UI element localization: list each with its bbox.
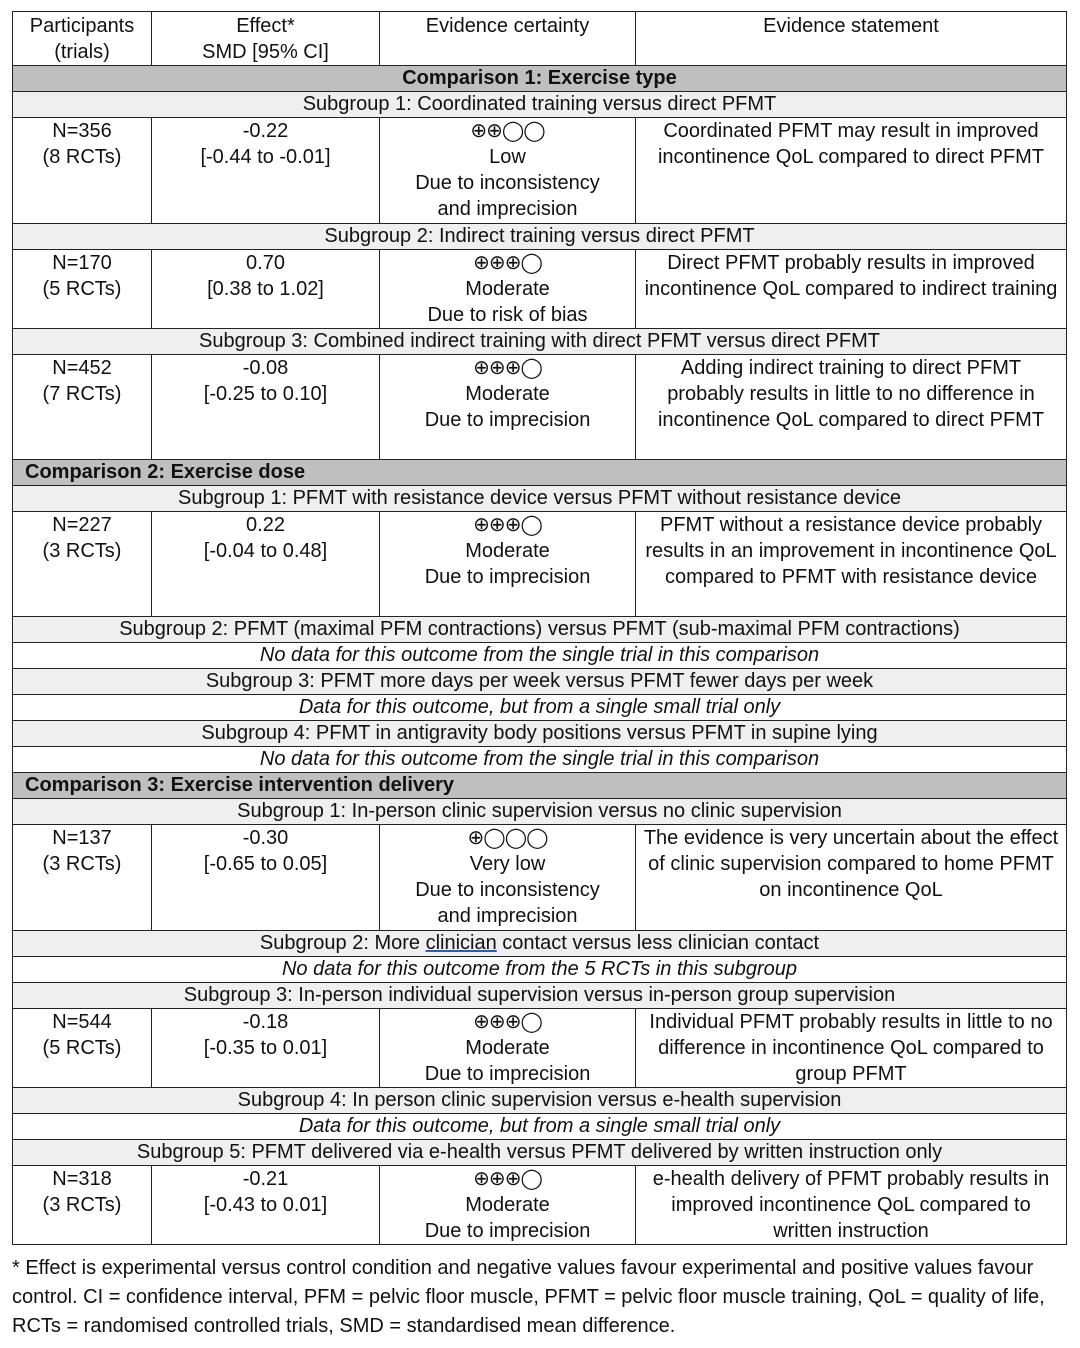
header-effect-line2: SMD [95% CI] [202,41,329,63]
certainty-reason: Due to imprecision [424,1220,591,1242]
effect-ci: [-0.04 to 0.48] [203,540,328,562]
participants-cell [13,1166,152,1245]
participants-trials: (5 RCTs) [42,1037,122,1059]
subgroup-title: Subgroup 3: PFMT more days per week versus PFMT fewer days per week [13,669,1067,695]
certainty-reason: Due to imprecision [424,1063,591,1085]
subgroup-row [13,931,1067,957]
comparison-row [13,773,1067,799]
subgroup-title-part: Subgroup 2: More [259,932,426,954]
participants-n: N=137 [52,827,112,849]
subgroup-row [13,669,1067,695]
participants-cell [13,1009,152,1088]
header-certainty: Evidence certainty [380,12,636,66]
certainty-level: Moderate [465,1194,550,1216]
statement-cell: e-health delivery of PFMT probably results in improved incontinence QoL compared to written instruction [636,1166,1067,1245]
subgroup-row [13,721,1067,747]
effect-smd: -0.30 [242,827,289,849]
subgroup-title: Subgroup 2: PFMT (maximal PFM contractions) versus PFMT (sub-maximal PFM contractions) [13,617,1067,643]
comparison-title: Comparison 3: Exercise intervention delivery [13,773,1067,799]
certainty-reason: Due to risk of bias [427,304,588,326]
effect-ci: [-0.44 to -0.01] [200,146,331,168]
subgroup-title: Subgroup 4: In person clinic supervision versus e-health supervision [13,1088,1067,1114]
effect-ci: [-0.65 to 0.05] [203,853,328,875]
subgroup-row [13,486,1067,512]
certainty-cell [380,1166,636,1245]
note-row [13,1114,1067,1140]
statement-cell: Adding indirect training to direct PFMT probably results in little to no difference in incontinence QoL compared to direct PFMT [636,355,1067,460]
grade-symbols-icon: ⊕⊕⊕◯ [473,1168,542,1190]
certainty-level: Very low [469,853,546,875]
certainty-cell [380,825,636,931]
subgroup-title: Subgroup 1: PFMT with resistance device versus PFMT without resistance device [13,486,1067,512]
note-row [13,643,1067,669]
effect-smd: -0.21 [242,1168,289,1190]
effect-ci: [-0.43 to 0.01] [203,1194,328,1216]
statement-cell: PFMT without a resistance device probably results in an improvement in incontinence QoL compared to PFMT with resistance device [636,512,1067,617]
single-trial-note: Data for this outcome, but from a single small trial only [13,695,1067,721]
certainty-cell [380,118,636,224]
note-row [13,957,1067,983]
header-effect-line1: Effect* [236,15,295,37]
subgroup-row [13,983,1067,1009]
data-row [13,1009,1067,1088]
certainty-cell [380,512,636,617]
effect-cell [152,118,380,224]
subgroup-title: Subgroup 3: Combined indirect training with direct PFMT versus direct PFMT [13,329,1067,355]
data-row [13,512,1067,617]
statement-cell: Direct PFMT probably results in improved incontinence QoL compared to indirect training [636,250,1067,329]
header-participants-line1: Participants [29,15,135,37]
grade-symbols-icon: ⊕⊕◯◯ [470,120,545,142]
subgroup-row [13,617,1067,643]
participants-trials: (3 RCTs) [42,540,122,562]
participants-trials: (3 RCTs) [42,1194,122,1216]
effect-cell [152,250,380,329]
note-row [13,695,1067,721]
grade-symbols-icon: ⊕◯◯◯ [467,827,548,849]
effect-cell [152,1009,380,1088]
effect-cell [152,1166,380,1245]
certainty-reason: Due to imprecision [424,409,591,431]
certainty-reason-cont: and imprecision [437,198,578,220]
evidence-table [12,11,1067,1245]
effect-smd: -0.22 [242,120,289,142]
grade-symbols-icon: ⊕⊕⊕◯ [473,357,542,379]
effect-cell [152,512,380,617]
note-row [13,747,1067,773]
comparison-row [13,66,1067,92]
effect-smd: -0.08 [242,357,289,379]
effect-ci: [-0.35 to 0.01] [203,1037,328,1059]
spellcheck-underlined-word: clinician [425,932,497,954]
participants-trials: (3 RCTs) [42,853,122,875]
effect-ci: [-0.25 to 0.10] [203,383,328,405]
subgroup-title-part: contact versus less clinician contact [496,932,820,954]
no-data-note: No data for this outcome from the 5 RCTs in this subgroup [13,957,1067,983]
participants-n: N=452 [52,357,112,379]
certainty-cell [380,250,636,329]
subgroup-title [13,931,1067,957]
table-footnote: * Effect is experimental versus control condition and negative values favour experimental and positive values favour control. CI = confidence interval, PFM = pelvic floor muscle, PFMT = pelvic floor muscle training, QoL = quality of life, RCTs = randomised controlled trials, SMD = standardised mean difference. [12,1257,1045,1337]
participants-cell [13,512,152,617]
statement-cell: Coordinated PFMT may result in improved incontinence QoL compared to direct PFMT [636,118,1067,224]
participants-cell [13,825,152,931]
subgroup-row [13,1088,1067,1114]
statement-cell: Individual PFMT probably results in little to no difference in incontinence QoL compared to group PFMT [636,1009,1067,1088]
effect-ci: [0.38 to 1.02] [207,278,324,300]
no-data-note: No data for this outcome from the single trial in this comparison [13,643,1067,669]
participants-n: N=356 [52,120,112,142]
comparison-row [13,460,1067,486]
grade-symbols-icon: ⊕⊕⊕◯ [473,1011,542,1033]
effect-smd: -0.18 [242,1011,289,1033]
certainty-level: Moderate [465,278,550,300]
certainty-level: Moderate [465,540,550,562]
effect-smd: 0.70 [246,252,285,274]
subgroup-title: Subgroup 5: PFMT delivered via e-health versus PFMT delivered by written instruction only [13,1140,1067,1166]
subgroup-title: Subgroup 4: PFMT in antigravity body positions versus PFMT in supine lying [13,721,1067,747]
grade-symbols-icon: ⊕⊕⊕◯ [473,514,542,536]
data-row [13,250,1067,329]
participants-trials: (5 RCTs) [42,278,122,300]
certainty-level: Low [489,146,526,168]
data-row [13,825,1067,931]
single-trial-note: Data for this outcome, but from a single small trial only [13,1114,1067,1140]
effect-smd: 0.22 [246,514,285,536]
comparison-title: Comparison 2: Exercise dose [13,460,1067,486]
certainty-reason: Due to inconsistency [415,172,600,194]
certainty-cell [380,1009,636,1088]
subgroup-row [13,329,1067,355]
no-data-note: No data for this outcome from the single trial in this comparison [13,747,1067,773]
data-row [13,355,1067,460]
header-participants [13,12,152,66]
subgroup-title: Subgroup 1: Coordinated training versus direct PFMT [13,92,1067,118]
header-effect [152,12,380,66]
effect-cell [152,825,380,931]
grade-symbols-icon: ⊕⊕⊕◯ [473,252,542,274]
comparison-title: Comparison 1: Exercise type [13,66,1067,92]
participants-cell [13,250,152,329]
subgroup-title: Subgroup 3: In-person individual supervision versus in-person group supervision [13,983,1067,1009]
data-row [13,1166,1067,1245]
effect-cell [152,355,380,460]
participants-cell [13,355,152,460]
certainty-cell [380,355,636,460]
participants-trials: (8 RCTs) [42,146,122,168]
participants-trials: (7 RCTs) [42,383,122,405]
participants-n: N=544 [52,1011,112,1033]
subgroup-row [13,92,1067,118]
header-statement: Evidence statement [636,12,1067,66]
participants-cell [13,118,152,224]
certainty-reason: Due to inconsistency [415,879,600,901]
subgroup-title: Subgroup 2: Indirect training versus direct PFMT [13,224,1067,250]
certainty-reason-cont: and imprecision [437,905,578,927]
subgroup-row [13,799,1067,825]
header-participants-line2: (trials) [54,41,110,63]
data-row [13,118,1067,224]
participants-n: N=227 [52,514,112,536]
certainty-reason: Due to imprecision [424,566,591,588]
subgroup-row [13,1140,1067,1166]
subgroup-title: Subgroup 1: In-person clinic supervision versus no clinic supervision [13,799,1067,825]
statement-cell: The evidence is very uncertain about the effect of clinic supervision compared to home PFMT on incontinence QoL [636,825,1067,931]
subgroup-row [13,224,1067,250]
participants-n: N=170 [52,252,112,274]
participants-n: N=318 [52,1168,112,1190]
certainty-level: Moderate [465,1037,550,1059]
header-row [13,12,1067,66]
certainty-level: Moderate [465,383,550,405]
